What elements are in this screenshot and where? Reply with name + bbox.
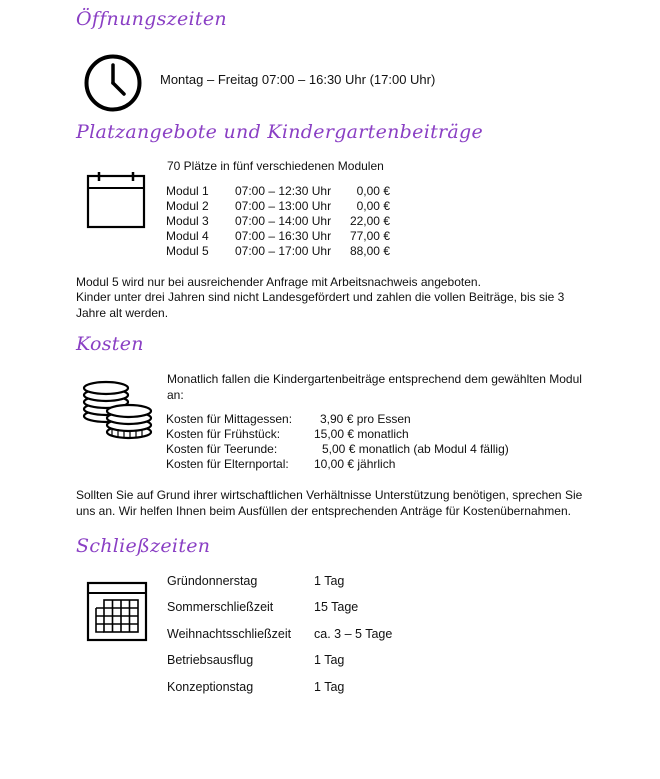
cost-value: 10,00 € jährlich bbox=[314, 457, 396, 471]
module-time: 07:00 – 12:30 Uhr bbox=[235, 184, 332, 198]
opening-hours-text: Montag – Freitag 07:00 – 16:30 Uhr (17:00 Uhr) bbox=[160, 72, 436, 87]
module-time: 07:00 – 14:00 Uhr bbox=[235, 214, 332, 228]
module-name: Modul 5 bbox=[166, 244, 209, 258]
cost-label: Kosten für Teerunde: bbox=[166, 442, 278, 456]
cost-value: 3,90 € pro Essen bbox=[320, 412, 411, 426]
module-price: 0,00 € bbox=[356, 184, 390, 198]
section-title-hours: Öffnungszeiten bbox=[76, 8, 227, 30]
calendar-icon bbox=[86, 171, 146, 229]
closure-value: 15 Tage bbox=[314, 600, 359, 614]
module-time: 07:00 – 13:00 Uhr bbox=[235, 199, 332, 213]
closure-label: Gründonnerstag bbox=[167, 574, 258, 588]
costs-support-text: Sollten Sie auf Grund ihrer wirtschaftlichen Verhältnisse Unterstützung benötigen, sprechen Sie uns an. Wir helfen Ihnen beim Ausfüllen der entsprechenden Anträge für Kostenübernahmen. bbox=[76, 488, 583, 518]
cost-label: Kosten für Mittagessen: bbox=[166, 412, 293, 426]
module-name: Modul 4 bbox=[166, 229, 209, 243]
module-price: 0,00 € bbox=[356, 199, 390, 213]
closure-value: 1 Tag bbox=[314, 653, 345, 667]
module-name: Modul 1 bbox=[166, 184, 209, 198]
module-name: Modul 3 bbox=[166, 214, 209, 228]
module-price: 88,00 € bbox=[349, 244, 390, 258]
section-title-costs: Kosten bbox=[76, 333, 144, 355]
cost-label: Kosten für Frühstück: bbox=[166, 427, 281, 441]
closure-label: Sommerschließzeit bbox=[167, 600, 274, 614]
places-note-module5: Modul 5 wird nur bei ausreichender Anfrage mit Arbeitsnachweis angeboten. bbox=[76, 275, 481, 289]
places-note-under-three: Kinder unter drei Jahren sind nicht Landesgefördert und zahlen die vollen Beiträge, bis sie 3 Jahre alt werden. bbox=[76, 290, 565, 320]
costs-intro: Monatlich fallen die Kindergartenbeiträge entsprechend dem gewählten Modul an: bbox=[167, 372, 582, 402]
module-time: 07:00 – 17:00 Uhr bbox=[235, 244, 332, 258]
cost-value: 5,00 € monatlich (ab Modul 4 fällig) bbox=[322, 442, 509, 456]
section-title-places: Platzangebote und Kindergartenbeiträge bbox=[76, 121, 484, 143]
closure-label: Betriebsausflug bbox=[167, 653, 254, 667]
cost-value: 15,00 € monatlich bbox=[314, 427, 409, 441]
calendar-grid-icon bbox=[86, 580, 148, 642]
module-time: 07:00 – 16:30 Uhr bbox=[235, 229, 332, 243]
module-name: Modul 2 bbox=[166, 199, 209, 213]
closure-value: 1 Tag bbox=[314, 680, 345, 694]
module-price: 77,00 € bbox=[349, 229, 390, 243]
clock-icon bbox=[83, 53, 143, 113]
section-title-closures: Schließzeiten bbox=[76, 535, 211, 557]
cost-label: Kosten für Elternportal: bbox=[166, 457, 289, 471]
closure-value: ca. 3 – 5 Tage bbox=[314, 627, 393, 641]
coins-icon bbox=[82, 380, 154, 440]
closure-value: 1 Tag bbox=[314, 574, 345, 588]
closure-label: Konzeptionstag bbox=[167, 680, 254, 694]
places-intro: 70 Plätze in fünf verschiedenen Modulen bbox=[167, 159, 384, 173]
module-price: 22,00 € bbox=[349, 214, 390, 228]
closure-label: Weihnachtsschließzeit bbox=[167, 627, 292, 641]
